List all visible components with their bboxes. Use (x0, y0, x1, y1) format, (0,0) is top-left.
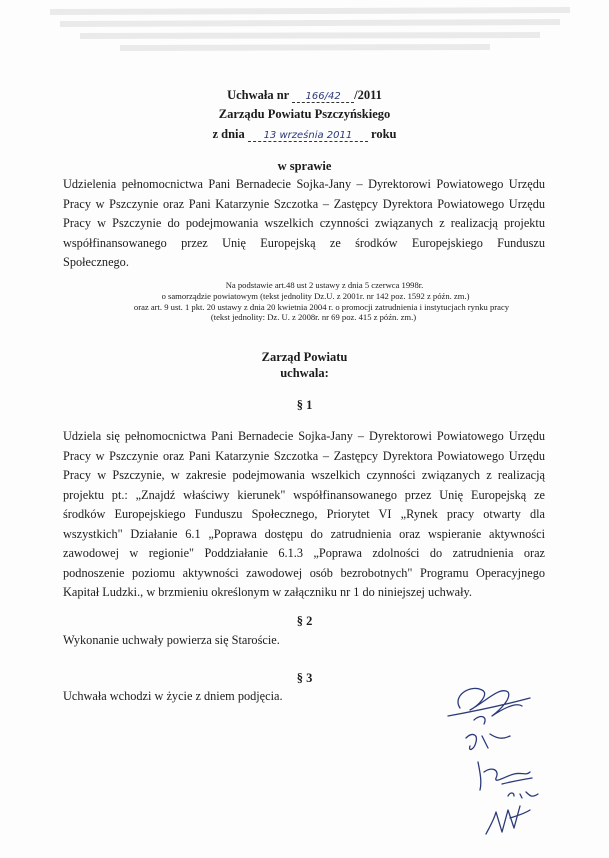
section-1-line: Pracy w Pszczynie oraz Pani Katarzynie Szczotka – Zastępcy Dyrektora Powiatowego Urzędu (63, 448, 545, 463)
section-2-text: Wykonanie uchwały powierza się Staroście. (63, 633, 280, 647)
subject-heading: w sprawie (277, 159, 332, 173)
section-2-label: § 2 (296, 614, 313, 628)
authority-name: Zarządu Powiatu Pszczyńskiego (218, 107, 391, 121)
subject-line: Udzielenia pełnomocnictwa Pani Bernadecie Sojka-Jany – Dyrektorowi Powiatowego Urzędu (63, 177, 545, 191)
scan-bleed-through (40, 0, 580, 60)
subject-line: Pracy w Pszczynie do podejmowania wszelkich czynności związanych z realizacją projektu (63, 216, 545, 230)
resolves-heading: uchwala: (280, 366, 329, 380)
section-3-text: Uchwała wchodzi w życie z dniem podjęcia. (63, 689, 283, 703)
resolution-date (0, 127, 609, 142)
section-1-line: podnoszenie poziomu aktywności zawodowej osób bezrobotnych" Programu Operacyjnego (63, 565, 545, 580)
section-3-label: § 3 (296, 671, 313, 685)
section-1-line: projektu pt.: „Znajdź właściwy kierunek" współfinansowanego przez Unię Europejską ze (63, 487, 545, 502)
resolution-title (0, 88, 609, 103)
subject-text (63, 175, 545, 273)
section-1-line: Pracy w Pszczynie, w zakresie podejmowania wszelkich czynności związanych z realizacją (63, 468, 545, 482)
legal-basis-line: Na podstawie art.48 ust 2 ustawy z dnia 5 czerwca 1998r. (225, 280, 424, 290)
resolution-number-handwritten: 166/42 (292, 91, 354, 103)
section-1-text (63, 427, 545, 603)
legal-basis-line: oraz art. 9 ust. 1 pkt. 20 ustawy z dnia 20 kwietnia 2004 r. o promocji zatrudnienia i instytucjach rynku pracy (133, 301, 510, 312)
subject-line: Społecznego. (63, 255, 129, 269)
date-suffix: roku (371, 127, 397, 141)
subject-line: Pracy w Pszczynie oraz Pani Katarzynie Szczotka – Zastępcy Dyrektora Powiatowego Urzędu (63, 196, 545, 211)
section-1-label: § 1 (296, 398, 313, 412)
legal-basis (0, 280, 609, 323)
section-1-line: środków Europejskiego Funduszu Społecznego, Priorytet VI „Rynek pracy otwarty dla (63, 507, 545, 521)
legal-basis-line: o samorządzie powiatowym (tekst jednolity Dz.U. z 2001r. nr 142 poz. 1592 z późn. zm.) (161, 290, 470, 301)
title-suffix: /2011 (354, 88, 382, 102)
date-prefix: z dnia (212, 127, 245, 141)
section-1-line: wszystkich" Działanie 6.1 „Poprawa dostępu do zatrudnienia oraz wspieranie aktywności (63, 526, 545, 541)
section-1-line: Kapitał Ludzki., w brzmieniu określonym w załączniku nr 1 do niniejszej uchwały. (63, 585, 472, 599)
section-1-line: zawodowej w regionie" Poddziałanie 6.1.3 „Poprawa zdolności do zatrudnienia oraz (63, 546, 545, 560)
date-handwritten: 13 września 2011 (248, 130, 368, 142)
title-prefix: Uchwała nr (227, 88, 289, 102)
handwritten-signatures (430, 676, 580, 846)
board-heading: Zarząd Powiatu (261, 350, 348, 364)
subject-line: współfinansowanego przez Unię Europejską ze środków Europejskiego Funduszu (63, 235, 545, 250)
legal-basis-line: (tekst jednolity: Dz. U. z 2008r. nr 69 poz. 415 z późn. zm.) (210, 312, 417, 323)
section-1-line: Udziela się pełnomocnictwa Pani Bernadecie Sojka-Jany – Dyrektorowi Powiatowego Urzędu (63, 429, 545, 443)
